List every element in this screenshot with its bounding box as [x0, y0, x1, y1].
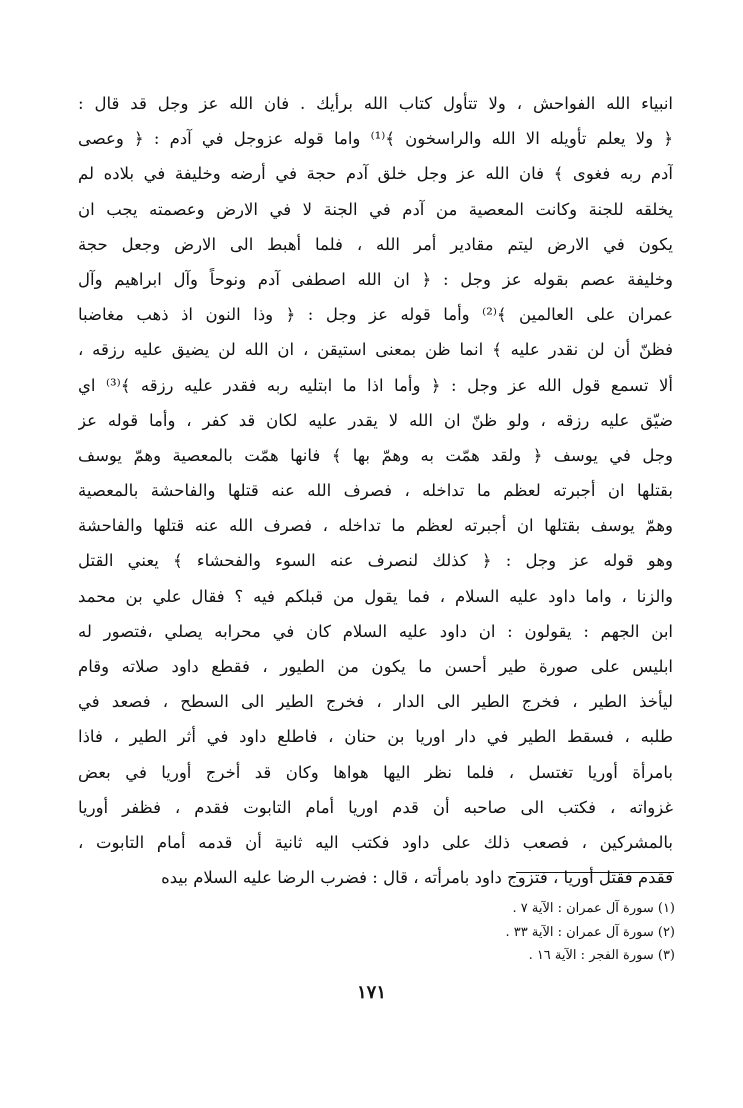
text-line: ألا تسمع قول الله عز وجل : ﴿ وأما اذا ما ابتليه ربه فقدر عليه رزقه ﴾⁽³⁾ اي — [78, 375, 673, 395]
footnotes — [400, 897, 675, 968]
text-line: والزنا ، واما داود عليه السلام ، فما يقول من قبلكم فيه ؟ فقال علي بن محمد — [78, 586, 673, 606]
text-line: آدم ربه فغوى ﴾ فان الله عز وجل خلق آدم حجة في أرضه وخليفة في بلاده لم — [78, 164, 673, 184]
text-line: بالمشركين ، فصعب ذلك على داود فكتب اليه ثانية أن قدمه أمام التابوت ، — [78, 832, 673, 852]
text-line: عمران على العالمين ﴾⁽²⁾ وأما قوله عز وجل : ﴿ وذا النون اذ ذهب مغاضبا — [78, 305, 673, 325]
text-line: ﴿ ولا يعلم تأويله الا الله والراسخون ﴾⁽¹⁾ واما قوله عزوجل في آدم : ﴿ وعصى — [78, 129, 673, 149]
text-line: غزواته ، فكتب الى صاحبه أن قدم اوريا أمام التابوت فقدم ، فظفر أوريا — [78, 797, 673, 817]
text-line: يكون في الارض ليتم مقادير أمر الله ، فلما أهبط الى الارض وجعل حجة — [78, 234, 673, 254]
footnote: (٢) سورة آل عمران : الآية ٣٣ . — [505, 924, 675, 940]
text-line: يخلقه للجنة وكانت المعصية من آدم في الجنة لا في الارض وعصمته يجب ان — [78, 199, 673, 219]
text-line: وهو قوله عز وجل : ﴿ كذلك لنصرف عنه السوء والفحشاء ﴾ يعني القتل — [78, 551, 673, 571]
text-line: ضيّق عليه رزقه ، ولو ظنّ ان الله لا يقدر عليه لكان قد كفر ، وأما قوله عز — [78, 410, 673, 430]
text-line: وخليفة عصم بقوله عز وجل : ﴿ ان الله اصطفى آدم ونوحاً وآل ابراهيم وآل — [78, 269, 673, 289]
text-line: طلبه ، فسقط الطير في دار اوريا بن حنان ، فاطلع داود في أثر الطير ، فاذا — [78, 727, 673, 747]
text-line: بقتلها ان أجبرته لعظم ما تداخله ، فصرف الله عنه قتلها والفاحشة بالمعصية — [78, 481, 673, 501]
body-text — [78, 86, 673, 895]
footnote-divider — [516, 872, 674, 873]
text-line: ابن الجهم : يقولون : ان داود عليه السلام كان في محرابه يصلي ،فتصور له — [78, 621, 673, 641]
text-line: بامرأة أوريا تغتسل ، فلما نظر اليها هواها وكان قد أخرج أوريا في بعض — [78, 762, 673, 782]
text-line: انبياء الله الفواحش ، ولا تتأول كتاب الله برأيك . فان الله عز وجل قد قال : — [78, 94, 673, 113]
footnote: (٣) سورة الفجر : الآية ١٦ . — [528, 948, 675, 963]
footnote: (١) سورة آل عمران : الآية ٧ . — [512, 901, 675, 916]
text-line: فظنّ أن لن نقدر عليه ﴾ انما ظن بمعنى استيقن ، ان الله لن يضيق عليه رزقه ، — [78, 340, 673, 360]
page-number: ١٧١ — [356, 982, 386, 1003]
text-line: ابليس على صورة طير أحسن ما يكون من الطيور ، فقطع داود صلاته وقام — [78, 657, 673, 676]
text-line: وجل في يوسف ﴿ ولقد همّت به وهمّ بها ﴾ فانها همّت بالمعصية وهمّ يوسف — [78, 445, 673, 465]
text-line: ليأخذ الطير ، فخرج الطير الى الدار ، فخرج الطير الى السطح ، فصعد في — [78, 692, 673, 712]
text-line: فقدم فقتل أوريا ، فتزوج داود بامرأته ، قال : فضرب الرضا عليه السلام بيده — [161, 868, 673, 888]
text-line: وهمّ يوسف بقتلها ان أجبرته لعظم ما تداخله ، فصرف الله عنه قتلها والفاحشة — [78, 516, 673, 536]
